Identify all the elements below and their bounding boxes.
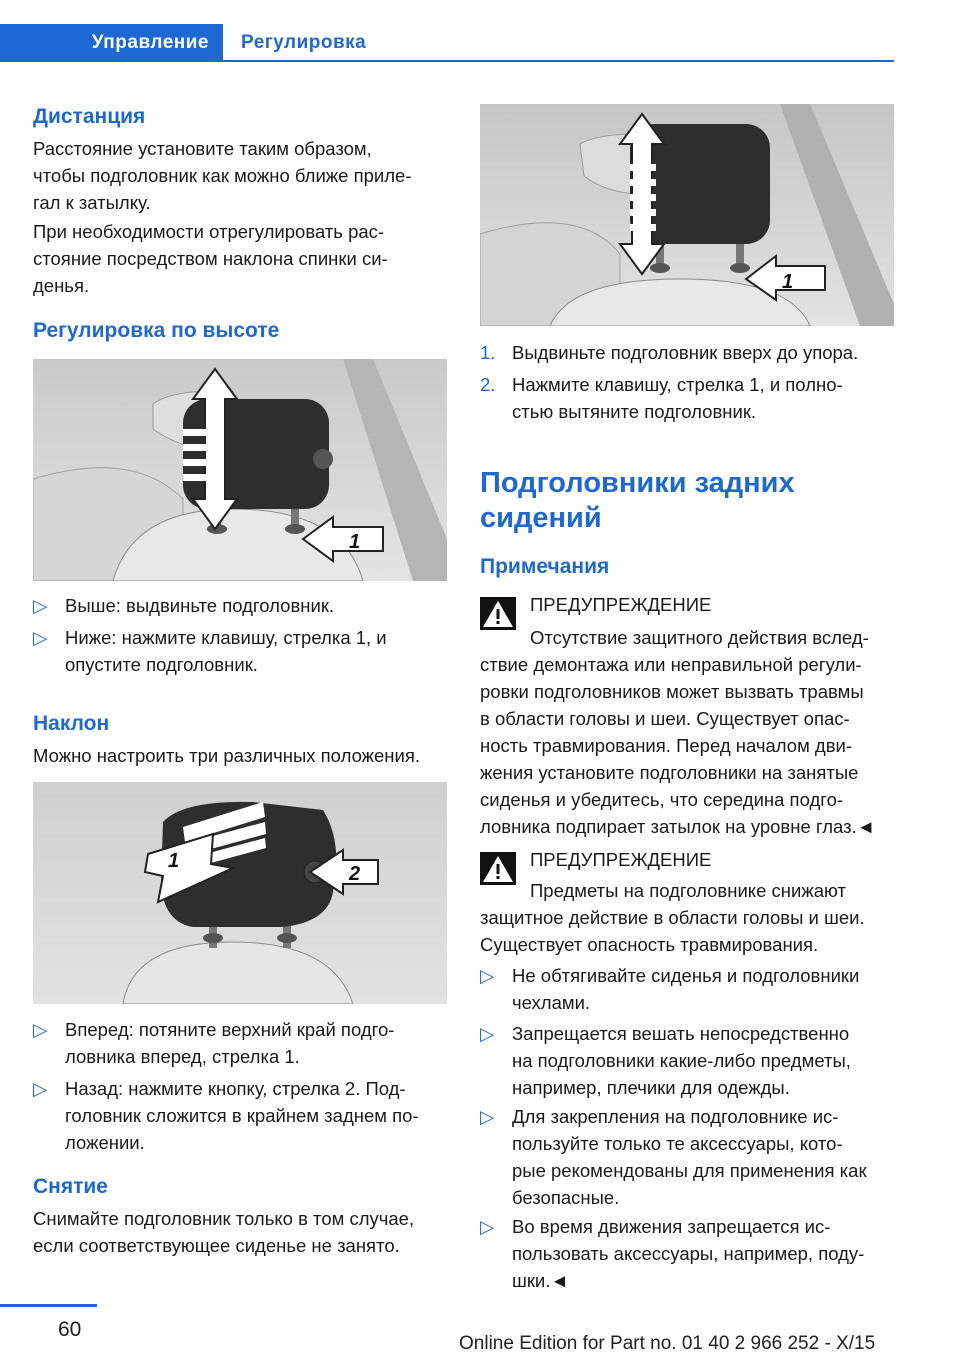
warning-triangle-icon (480, 597, 516, 630)
text-line: например, плечики для одежды. (512, 1077, 790, 1098)
text-line: ровки подголовников может вызвать травмы (480, 681, 864, 702)
heading-tilt: Наклон (33, 712, 110, 735)
text-line: сиденья и убедитесь, что середина подго- (480, 789, 844, 810)
step-number: 1. (480, 342, 496, 363)
text-line: жения установите подголовники на занятые (480, 762, 859, 783)
bullet-marker: ▷ (33, 595, 48, 616)
distance-text-2 (33, 218, 388, 299)
tab-adjustment: Регулировка (241, 32, 367, 53)
list-item (480, 1103, 894, 1211)
fig-callout-2: 2 (349, 863, 361, 885)
text-line: шки.◄ (512, 1270, 569, 1291)
heading-notes: Примечания (480, 555, 610, 578)
text-line: стояние посредством наклона спинки си- (33, 248, 388, 269)
fig-callout-1: 1 (782, 271, 794, 293)
page-number: 60 (58, 1318, 82, 1341)
text-line: гал к затылку. (33, 192, 151, 213)
text-line: Выдвиньте подголовник вверх до упора. (512, 342, 859, 363)
list-item-numbered (480, 339, 894, 366)
headrest-tilt-illustration (33, 782, 447, 1004)
headrest-tilt-figure (33, 782, 447, 1004)
text-line: рые рекомендованы для применения как (512, 1160, 867, 1181)
step-number: 2. (480, 374, 496, 395)
bullet-marker: ▷ (33, 627, 48, 648)
headrest-removal-illustration (480, 104, 894, 326)
text-line: чехлами. (512, 992, 591, 1013)
list-item (480, 1020, 894, 1101)
heading-line: сидений (480, 502, 602, 534)
text-line: Выше: выдвиньте подголовник. (65, 595, 335, 616)
text-line: в области головы и шеи. Существует опас- (480, 708, 850, 729)
text-line: Вперед: потяните верхний край подго- (65, 1019, 395, 1040)
bullet-marker: ▷ (480, 1106, 495, 1127)
warning-text (480, 651, 875, 840)
text-line: Существует опасность травмирования. (480, 934, 819, 955)
text-line: ловника вперед, стрелка 1. (65, 1046, 300, 1067)
edition-text: Online Edition for Part no. 01 40 2 966 252 - X/15 (459, 1333, 876, 1354)
heading-line: Подголовники задних (480, 467, 795, 499)
text-line: головник сложится в крайнем заднем по- (65, 1105, 419, 1126)
text-line: Снимайте подголовник только в том случае, (33, 1208, 415, 1229)
heading-removal: Снятие (33, 1175, 108, 1198)
text-line: денья. (33, 275, 90, 296)
text-line: ность травмирования. Перед началом дви- (480, 735, 853, 756)
heading-rear-headrests (480, 466, 795, 536)
list-item (33, 1016, 447, 1070)
warning-triangle-icon (480, 852, 516, 885)
heading-height: Регулировка по высоте (33, 319, 280, 342)
list-item (480, 1213, 894, 1294)
text-line: стью вытяните подголовник. (512, 401, 757, 422)
bullet-marker: ▷ (480, 1216, 495, 1237)
list-item (33, 1075, 447, 1156)
text-line: Назад: нажмите кнопку, стрелка 2. Под- (65, 1078, 406, 1099)
warning-text-line: Предметы на подголовнике снижают (530, 880, 846, 901)
text-line: ловника подпирает затылок на уровне глаз.◄ (480, 816, 876, 837)
list-item (33, 592, 447, 619)
text-line: на подголовники какие-либо предметы, (512, 1050, 851, 1071)
text-line: Не обтягивайте сиденья и подголовники (512, 965, 860, 986)
tab-control: Управление (0, 24, 223, 62)
text-line: безопасные. (512, 1187, 620, 1208)
bullet-marker: ▷ (480, 965, 495, 986)
text-line: если соответствующее сиденье не занято. (33, 1235, 400, 1256)
text-line: пользуйте только те аксессуары, кото- (512, 1133, 843, 1154)
text-line: Во время движения запрещается ис- (512, 1216, 831, 1237)
text-line: При необходимости отрегулировать рас- (33, 221, 385, 242)
headrest-height-figure (33, 359, 447, 581)
text-line: Ниже: нажмите клавишу, стрелка 1, и (65, 627, 387, 648)
text-line: пользовать аксессуары, например, поду- (512, 1243, 865, 1264)
text-line: Нажмите клавишу, стрелка 1, и полно- (512, 374, 843, 395)
bullet-marker: ▷ (480, 1023, 495, 1044)
warning-text-line: Отсутствие защитного действия вслед- (530, 627, 869, 648)
removal-text (33, 1205, 414, 1259)
warning-title: ПРЕДУПРЕЖДЕНИЕ (530, 594, 712, 615)
page-header (0, 24, 894, 62)
fig-callout-1: 1 (168, 850, 180, 872)
text-line: чтобы подголовник как можно ближе приле- (33, 165, 412, 186)
distance-text-1 (33, 135, 411, 216)
warning-title: ПРЕДУПРЕЖДЕНИЕ (530, 849, 712, 870)
list-item (480, 962, 894, 1016)
tilt-text: Можно настроить три различных положения. (33, 745, 421, 766)
warning-text (480, 904, 865, 958)
headrest-height-illustration (33, 359, 447, 581)
footer-rule (0, 1304, 97, 1307)
text-line: ствие демонтажа или неправильной регули- (480, 654, 862, 675)
list-item (33, 624, 447, 678)
text-line: защитное действие в области головы и шеи. (480, 907, 865, 928)
text-line: ложении. (65, 1132, 145, 1153)
header-rule (223, 60, 894, 62)
text-line: Запрещается вешать непосредственно (512, 1023, 850, 1044)
text-line: опустите подголовник. (65, 654, 258, 675)
headrest-removal-figure (480, 104, 894, 326)
heading-distance: Дистанция (33, 105, 146, 128)
list-item-numbered (480, 371, 894, 425)
text-line: Расстояние установите таким образом, (33, 138, 372, 159)
bullet-marker: ▷ (33, 1078, 48, 1099)
text-line: Для закрепления на подголовнике ис- (512, 1106, 839, 1127)
bullet-marker: ▷ (33, 1019, 48, 1040)
fig-callout-1: 1 (349, 531, 361, 553)
